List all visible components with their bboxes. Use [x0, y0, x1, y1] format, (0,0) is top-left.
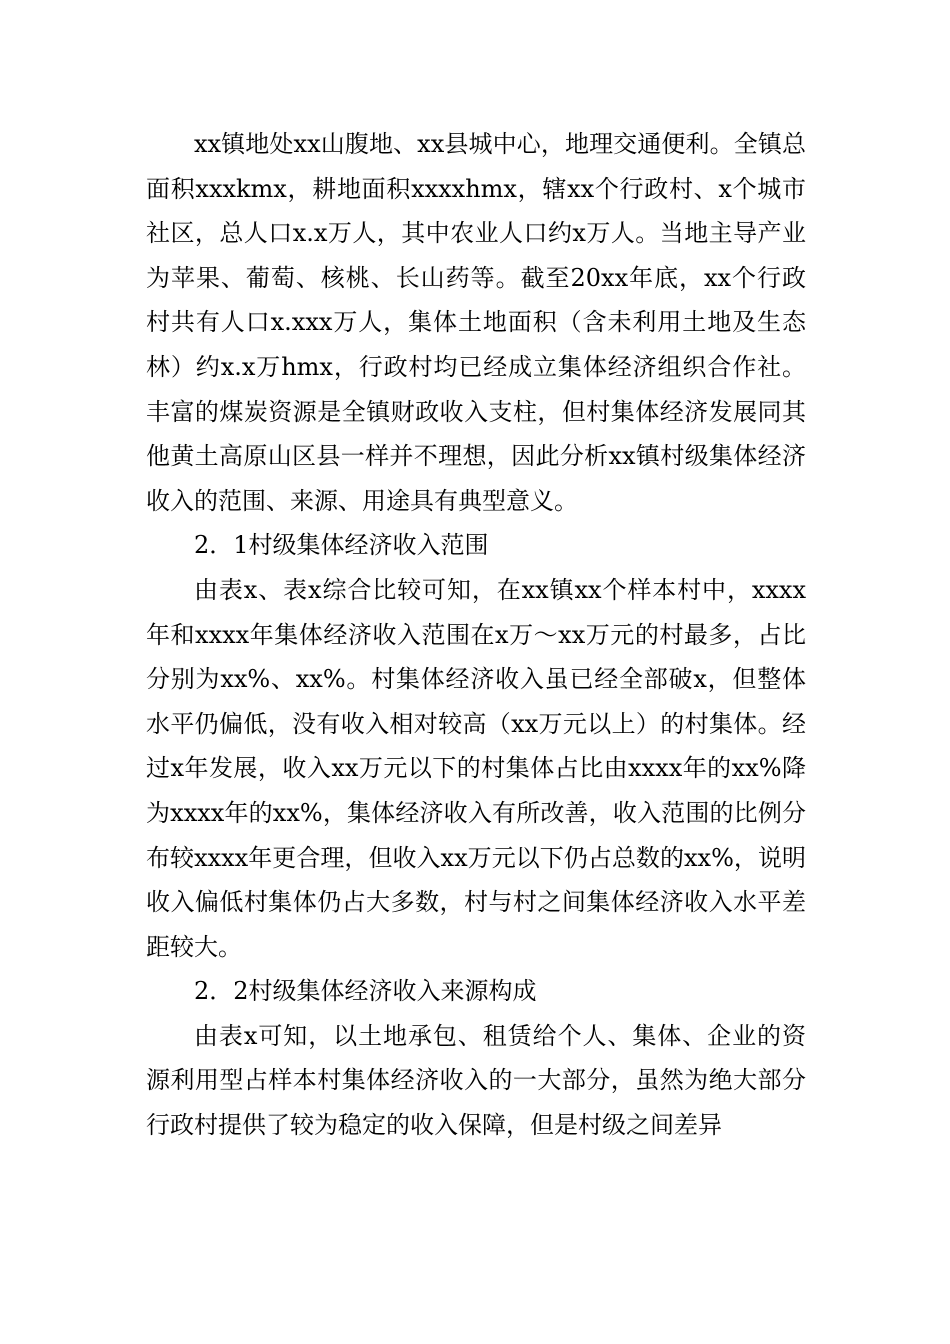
section-heading-income-sources: 2．2村级集体经济收入来源构成	[194, 977, 537, 1006]
paragraph-overview: xx镇地处xx山腹地、xx县城中心，地理交通便利。全镇总面积xxxkmx，耕地面积xxxxhmx，辖xx个行政村、x个城市社区，总人口x.x万人，其中农业人口约x万人。当地主导产业为苹果、葡萄、核桃、长山药等。截至20xx年底，xx个行政村共有人口x.xxx万人，集体土地面积（含未利用土地及生态林）约x.x万hmx，行政村均已经成立集体经济组织合作社。丰富的煤炭资源是全镇财政收入支柱，但村集体经济发展同其他黄土高原山区县一样并不理想，因此分析xx镇村级集体经济收入的范围、来源、用途具有典型意义。	[146, 130, 806, 515]
paragraph-income-sources: 由表x可知，以土地承包、租赁给个人、集体、企业的资源利用型占样本村集体经济收入的一大部分，虽然为绝大部分行政村提供了较为稳定的收入保障，但是村级之间差异	[146, 1021, 806, 1140]
section-heading-income-range: 2．1村级集体经济收入范围	[194, 531, 489, 560]
paragraph-income-range: 由表x、表x综合比较可知，在xx镇xx个样本村中，xxxx年和xxxx年集体经济收入范围在x万～xx万元的村最多，占比分别为xx%、xx%。村集体经济收入虽已经全部破x，但整体水平仍偏低，没有收入相对较高（xx万元以上）的村集体。经过x年发展，收入xx万元以下的村集体占比由xxxx年的xx%降为xxxx年的xx%，集体经济收入有所改善，收入范围的比例分布较xxxx年更合理，但收入xx万元以下仍占总数的xx%，说明收入偏低村集体仍占大多数，村与村之间集体经济收入水平差距较大。	[146, 575, 806, 961]
document-body	[146, 122, 806, 1148]
